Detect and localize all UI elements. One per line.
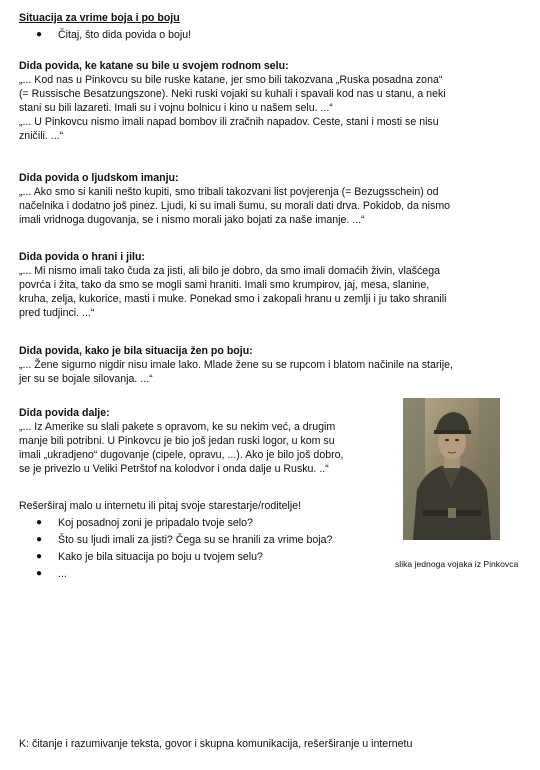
section-hrana-jilo: [19, 250, 446, 320]
list-item: [36, 550, 332, 567]
photo-caption: slika jednoga vojaka iz Pinkovca: [395, 559, 519, 569]
section-line: jer su se bojale silovanja. ...“: [19, 373, 153, 385]
footer-competences: K: čitanje i razumivanje teksta, govor i skupna komunikacija, rešerširanje u internetu: [19, 738, 413, 750]
bullet-icon: ●: [36, 568, 43, 579]
soldier-photo-icon: [403, 398, 500, 540]
research-intro: Rešerširaj malo u internetu ili pitaj svoje starestarje/roditelje!: [19, 500, 302, 512]
section-line: kruha, zelja, kukorice, masti i muke. Ponekad smo i zakopali hranu u zemlji i ju tako shranili: [19, 293, 447, 305]
section-line: stani su bili lazareti. Imali su i vojnu bolnicu i kino u našem selu. ...“: [19, 102, 333, 114]
section-dida-dalje: [19, 406, 343, 476]
bullet-icon: ●: [36, 534, 43, 545]
section-line: zničili. ...“: [19, 130, 64, 142]
section-line: imali vridnoga dugovanja, se i nismo morali jako bojati za naše imanje. ...“: [19, 214, 365, 226]
section-line: se je privezlo u Veliki Petrštof na kolodvor i onda dalje u Rusku. ..“: [19, 463, 329, 475]
question-text: Što su ljudi imali za jisti? Čega su se hranili za vrime boja?: [58, 534, 333, 546]
section-line: pred tudjinci. ...“: [19, 307, 95, 319]
section-line: „... Iz Amerike su slali pakete s opravom, ke su nekim već, a drugim: [19, 421, 336, 433]
bullet-icon: ●: [36, 29, 43, 40]
section-heading: Dida povida o ljudskom imanju:: [19, 172, 179, 184]
section-line: načelnika i dodatno još pinez. Ljudi, ki su imali šumu, su morali dati drva. Pokidob, da nismo: [19, 200, 451, 212]
section-line: „... Kod nas u Pinkovcu su bile ruske katane, jer smo bili takozvana „Ruska posadna zona“: [19, 74, 443, 86]
question-list: [36, 516, 332, 584]
list-item: [36, 567, 332, 584]
intro-bullet-text: Čitaj, što dida povida o boju!: [58, 29, 192, 41]
section-heading: Dida povida, kako je bila situacija žen po boju:: [19, 345, 253, 357]
section-line: „... Ako smo si kanili nešto kupiti, smo tribali takozvani list povjerenja (= Bezugsschein) od: [19, 186, 439, 198]
section-ljudsko-imanje: [19, 171, 450, 227]
list-item: [36, 533, 332, 550]
section-heading: Dida povida o hrani i jilu:: [19, 251, 145, 263]
page-title: Situacija za vrime boja i po boju: [19, 12, 180, 24]
question-text: Kako je bila situacija po boju u tvojem selu?: [58, 551, 263, 563]
section-line: imali „ukradjeno“ dugovanje (cipele, opravu, ...). Ako je bilo još dobro,: [19, 449, 344, 461]
question-text: Koj posadnoj zoni je pripadalo tvoje selo?: [58, 517, 253, 529]
list-item: [36, 516, 332, 533]
section-rodno-selo: [19, 59, 446, 143]
section-line: manje bili potribni. U Pinkovcu je bio još jedan ruski logor, u kom su: [19, 435, 335, 447]
section-line: „... U Pinkovcu nismo imali napad bombov ili zračnih napadov. Ceste, stani i mosti se nisu: [19, 116, 439, 128]
section-line: (= Russische Besatzungszone). Neki ruski vojaki su kuhali i spavali kod nas u stanu, a neki: [19, 88, 446, 100]
bullet-icon: ●: [36, 517, 43, 528]
question-text: ...: [58, 568, 67, 580]
section-heading: Dida povida, ke katane su bile u svojem rodnom selu:: [19, 60, 289, 72]
section-line: „... Mi nismo imali tako čuda za jisti, ali bilo je dobro, da smo imali domaćih živin, vlašćega: [19, 265, 440, 277]
bullet-icon: ●: [36, 551, 43, 562]
section-heading: Dida povida dalje:: [19, 407, 110, 419]
intro-bullet: [36, 28, 191, 42]
section-situacija-zen: [19, 344, 453, 386]
section-line: povrća i žita, tako da smo se mogli sami hraniti. Imali smo krumpirov, jaj, mesa, slanine,: [19, 279, 430, 291]
soldier-photo: [403, 398, 500, 540]
section-line: „... Žene sigurno nigdir nisu imale lako. Mlade žene su se rupcom i blatom načinile na starije,: [19, 359, 453, 371]
